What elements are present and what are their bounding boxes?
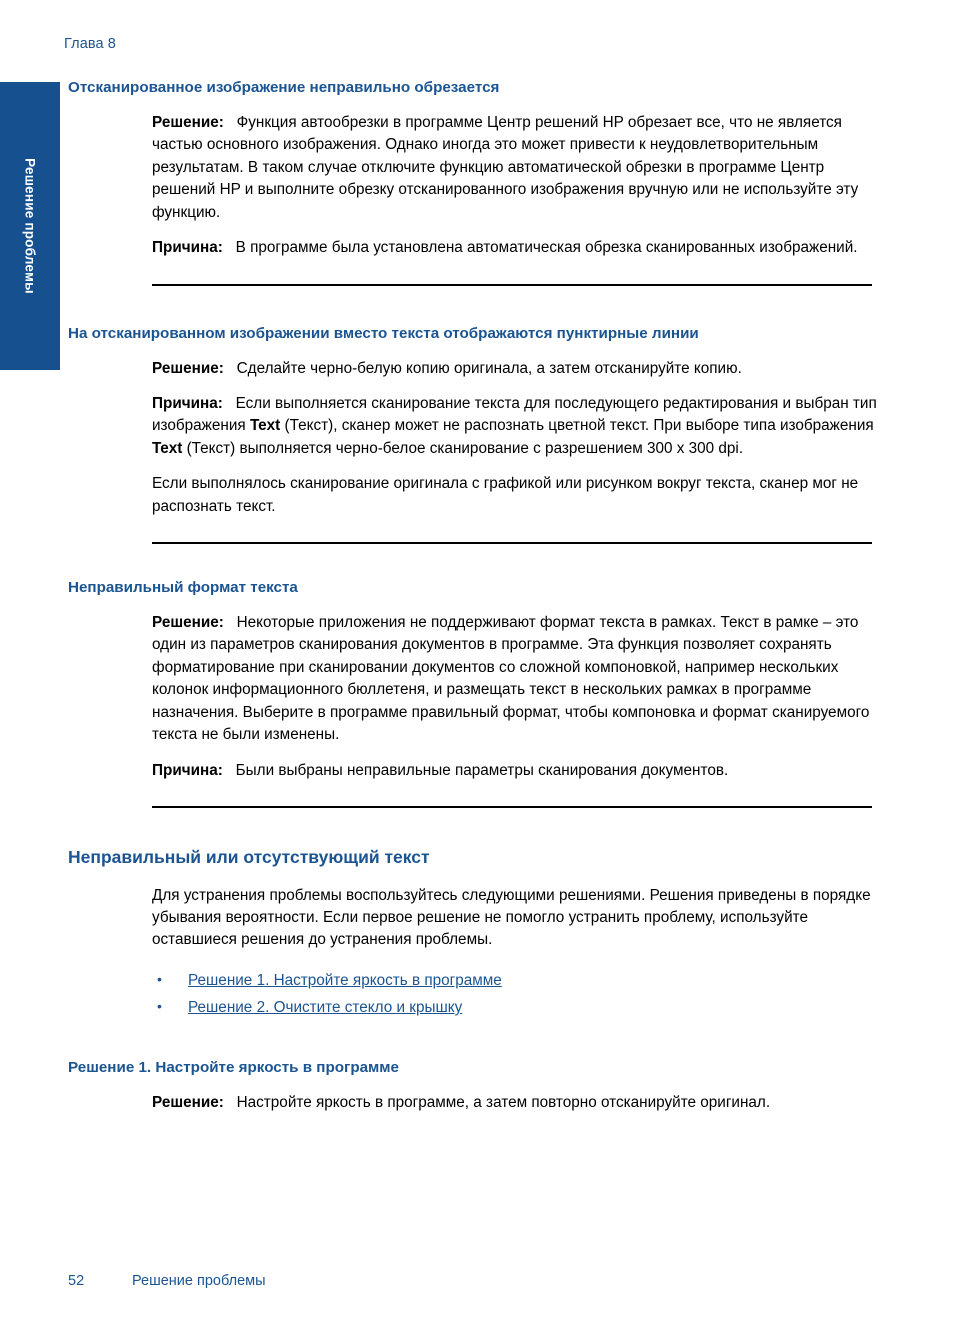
chapter-side-tab [0, 82, 60, 370]
format-cause-paragraph [152, 760, 880, 782]
format-body [152, 612, 880, 782]
spacer [68, 344, 880, 358]
list-item[interactable] [152, 997, 880, 1019]
page-footer [68, 1273, 880, 1289]
heading-text-format: Неправильный формат текста [68, 579, 298, 596]
dotted-solution-paragraph [152, 358, 880, 380]
missing-text-intro: Для устранения проблемы воспользуйтесь следующими решениями. Решения приведены в порядке убывания вероятности. Если первое решение не помогло устранить проблему, используйте оставшиеся решения до устранения проблемы. [152, 886, 871, 949]
footer-page-number: 52 [68, 1273, 85, 1289]
heading-missing-text: Неправильный или отсутствующий текст [68, 846, 430, 867]
cause-text-part2: (Текст), сканер может не распознать цветной текст. При выборе типа изображения [280, 417, 874, 435]
link-solution-1[interactable]: Решение 1. Настройте яркость в программе [188, 971, 502, 989]
image-type-text-bold-2: Text [152, 439, 183, 457]
solution-text: Некоторые приложения не поддерживают формат текста в рамках. Текст в рамке – это один из параметров сканирования документов в программе. Эта функция позволяет сохранять форматирование при сканировании документов со сложной компоновкой, например нескольких колонок информационного бюллетеня, и размещать текст в нескольких рамках в программе назначения. Выберите в программе правильный формат, чтобы компоновка и формат сканируемого текста не были изменены. [152, 614, 870, 744]
chapter-running-head: Глава 8 [64, 36, 116, 52]
solution-link-list [152, 970, 880, 1019]
spacer [68, 518, 880, 542]
cause-text-part1: Если выполняется сканирование текста для последующего редактирования и выбран тип изображения [152, 394, 877, 435]
solution-text: Функция автообрезки в программе Центр решений HP обрезает все, что не является частью основного изображения. Однако иногда это может привести к неудовлетворительным результатам. В таком случае отключите функцию автоматической обрезки в программе Центр решений HP и выполните обрезку отсканированного изображения вручную или не используйте эту функцию. [152, 114, 859, 221]
spacer [68, 952, 880, 970]
cause-label: Причина: [152, 761, 223, 779]
cause-text: Были выбраны неправильные параметры сканирования документов. [235, 761, 729, 779]
spacer [68, 808, 880, 846]
solution-label: Решение: [152, 359, 224, 377]
list-item[interactable] [152, 970, 880, 992]
cause-text: В программе была установлена автоматическая обрезка сканированных изображений. [235, 239, 858, 257]
crop-cause-paragraph [152, 237, 880, 259]
spacer [68, 782, 880, 806]
spacer [68, 286, 880, 324]
crop-body [152, 112, 880, 259]
dotted-extra-paragraph: Если выполнялось сканирование оригинала с графикой или рисунком вокруг текста, сканер мог не распознать текст. [152, 475, 859, 515]
missing-text-intro-block [152, 885, 880, 952]
solution-label: Решение: [152, 114, 224, 132]
format-solution-paragraph [152, 612, 880, 746]
spacer [68, 869, 880, 885]
solution-label: Решение: [152, 614, 224, 632]
dotted-body [152, 358, 880, 518]
link-solution-2[interactable]: Решение 2. Очистите стекло и крышку [188, 999, 463, 1017]
spacer [68, 260, 880, 284]
cause-text-part3: (Текст) выполняется черно-белое сканирование с разрешением 300 x 300 dpi. [182, 439, 744, 457]
crop-solution-paragraph [152, 112, 880, 224]
solution-1-paragraph [152, 1092, 880, 1114]
dotted-cause-paragraph [152, 393, 880, 460]
spacer [68, 1024, 880, 1058]
heading-crop: Отсканированное изображение неправильно обрезается [68, 79, 500, 96]
image-type-text-bold-1: Text [249, 417, 281, 435]
spacer [68, 1078, 880, 1092]
heading-dotted-lines: На отсканированном изображении вместо текста отображаются пунктирные линии [68, 324, 699, 342]
solution-1-body [152, 1092, 880, 1114]
cause-label: Причина: [152, 239, 223, 257]
spacer [68, 598, 880, 612]
footer-section-name: Решение проблемы [132, 1273, 266, 1289]
solution-text: Настройте яркость в программе, а затем повторно отсканируйте оригинал. [236, 1094, 771, 1112]
solution-text: Сделайте черно-белую копию оригинала, а затем отсканируйте копию. [236, 359, 742, 377]
heading-solution-1: Решение 1. Настройте яркость в программе [68, 1059, 399, 1077]
solution-label: Решение: [152, 1094, 224, 1112]
spacer [68, 98, 880, 112]
spacer [68, 544, 880, 578]
cause-label: Причина: [152, 394, 223, 412]
chapter-side-tab-label: Решение проблемы [22, 158, 38, 294]
page-content [68, 78, 880, 1115]
